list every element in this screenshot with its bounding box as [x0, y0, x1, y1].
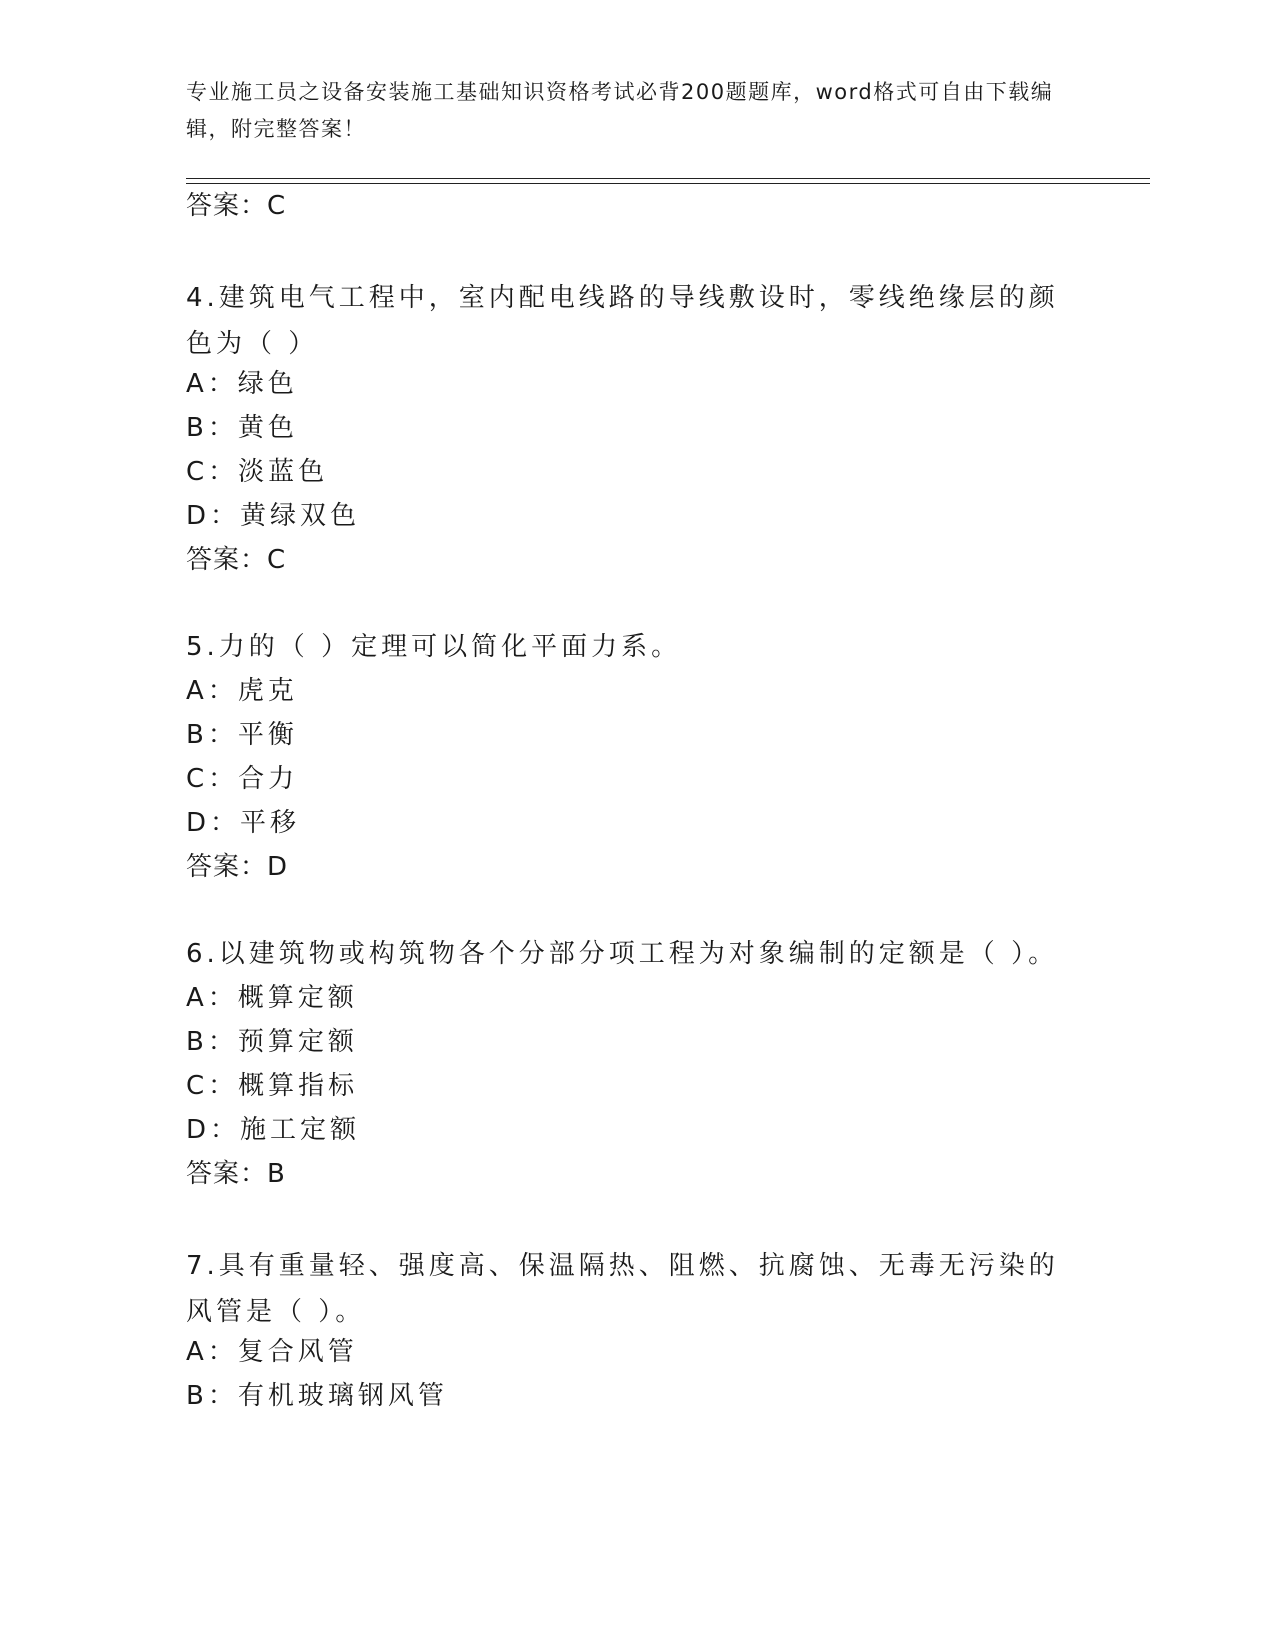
- q7-question: 7.具有重量轻、强度高、保温隔热、阻燃、抗腐蚀、无毒无污染的风管是（ ）。: [186, 1251, 1059, 1327]
- document-header-title: 专业施工员之设备安装施工基础知识资格考试必背200题题库，word格式可自由下载编辑，附完整答案！: [186, 80, 1054, 141]
- q4-answer: 答案：C: [186, 545, 287, 575]
- q6-answer: 答案：B: [186, 1159, 286, 1189]
- q6-option-c: C：概算指标: [186, 1071, 359, 1101]
- q5-option-d: D：平移: [186, 808, 301, 838]
- q7-option-b: B：有机玻璃钢风管: [186, 1381, 448, 1411]
- q5-option-c: C：合力: [186, 764, 299, 794]
- q5-question: 5.力的（ ）定理可以简化平面力系。: [186, 632, 682, 662]
- q4-option-a: A：绿色: [186, 369, 298, 399]
- q5-answer: 答案：D: [186, 852, 289, 882]
- q7-option-a: A：复合风管: [186, 1337, 358, 1367]
- q4-option-c: C：淡蓝色: [186, 457, 329, 487]
- q5-option-a: A：虎克: [186, 676, 298, 706]
- q3-answer: 答案：C: [186, 191, 287, 221]
- q6-question: 6.以建筑物或构筑物各个分部分项工程为对象编制的定额是（ ）。: [186, 939, 1059, 969]
- header-divider-top: [186, 178, 1150, 179]
- q4-option-d: D：黄绿双色: [186, 501, 361, 531]
- q6-option-b: B：预算定额: [186, 1027, 358, 1057]
- q4-option-b: B：黄色: [186, 413, 298, 443]
- q6-option-a: A：概算定额: [186, 983, 358, 1013]
- q6-option-d: D：施工定额: [186, 1115, 361, 1145]
- q4-question: 4.建筑电气工程中，室内配电线路的导线敷设时，零线绝缘层的颜色为（ ）: [186, 283, 1059, 359]
- q5-option-b: B：平衡: [186, 720, 298, 750]
- header-divider-bottom: [186, 183, 1150, 184]
